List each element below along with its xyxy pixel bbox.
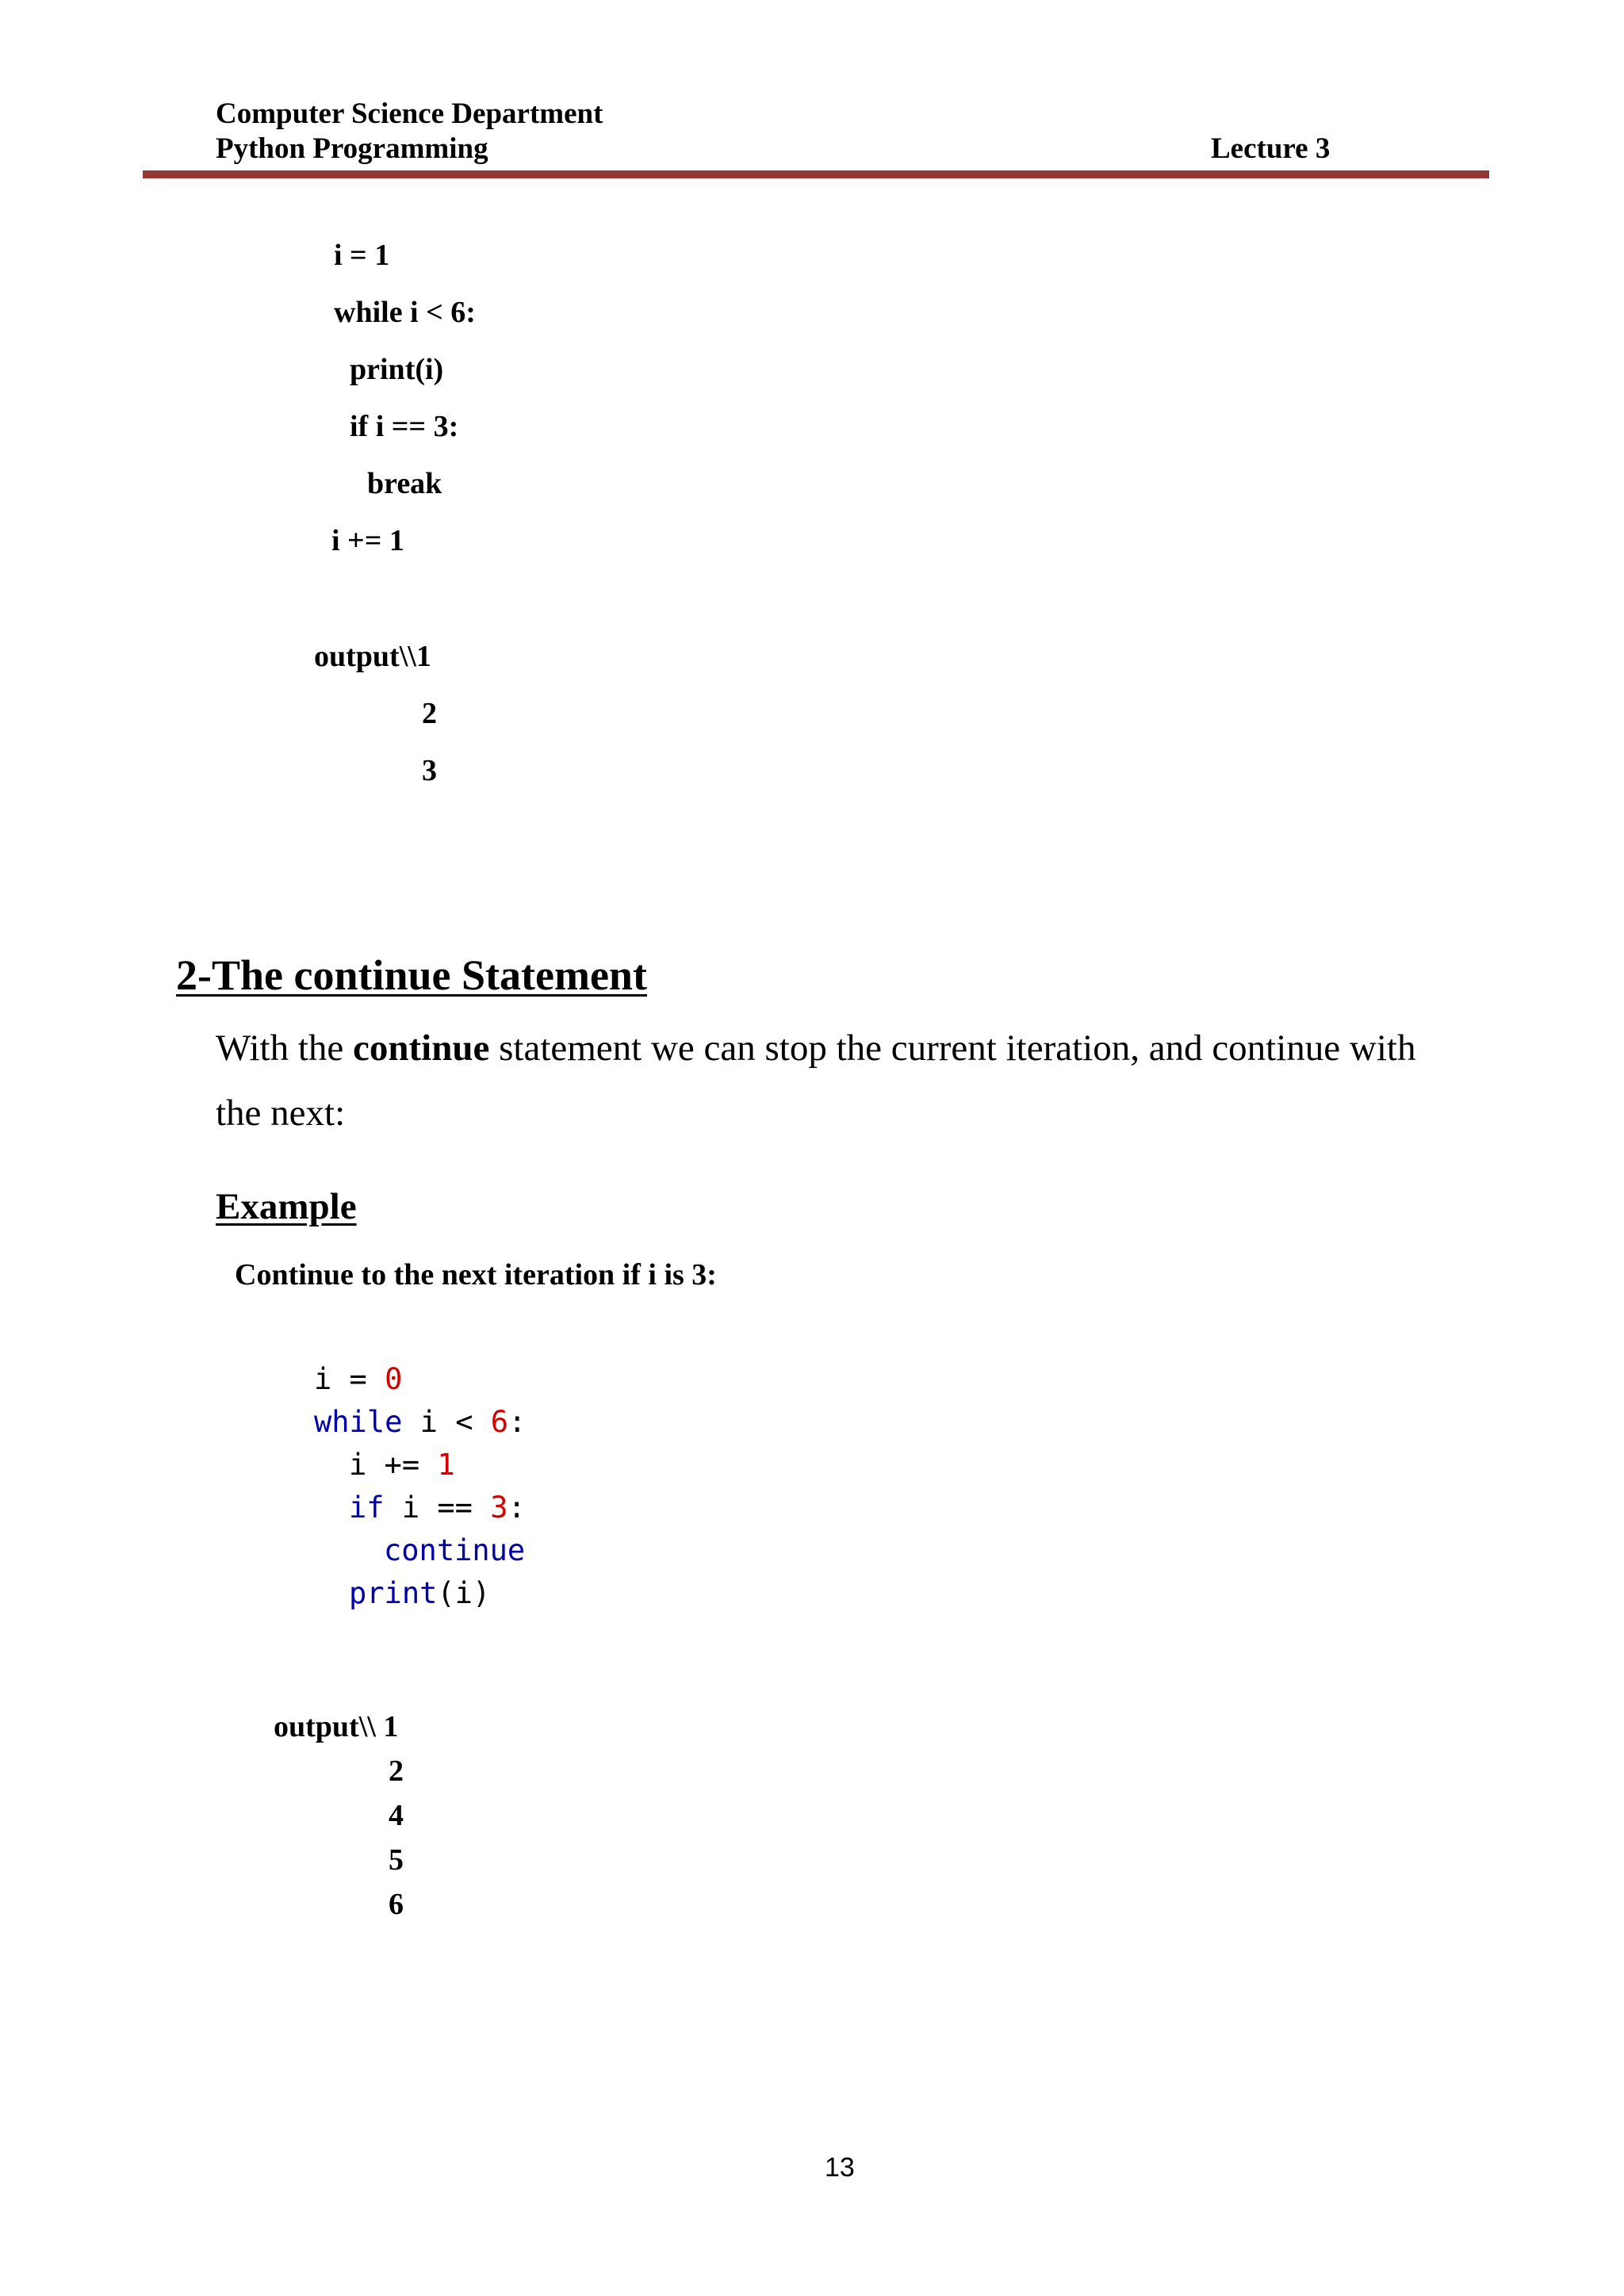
continue-output-value: 4 — [389, 1799, 404, 1832]
example-subheading: Continue to the next iteration if i is 3: — [235, 1258, 717, 1292]
description-bold-keyword: continue — [353, 1027, 490, 1069]
continue-code-line-6 — [349, 1576, 490, 1611]
break-code-line-5: break — [367, 467, 442, 500]
header-lecture: Lecture 3 — [1211, 132, 1331, 165]
break-code-line-2: while i < 6: — [334, 296, 476, 329]
header-rule — [143, 170, 1489, 178]
code-operator: += — [366, 1448, 438, 1482]
code-keyword: continue — [384, 1533, 526, 1567]
break-code-line-1: i = 1 — [334, 239, 390, 272]
description-post: statement we can stop the current iteration, and continue with — [489, 1027, 1416, 1069]
continue-output-label: output\\ 1 — [274, 1710, 399, 1743]
break-code-line-6: i += 1 — [331, 524, 404, 557]
continue-code-line-2 — [314, 1405, 526, 1440]
code-keyword: while — [314, 1405, 403, 1439]
code-number: 1 — [437, 1448, 455, 1482]
code-variable: i — [314, 1362, 332, 1396]
code-text: i < — [402, 1405, 491, 1439]
continue-output-value: 5 — [389, 1843, 404, 1877]
continue-code-line-4 — [349, 1490, 526, 1525]
code-number: 3 — [490, 1490, 508, 1525]
continue-code-line-3 — [349, 1448, 455, 1483]
example-heading: Example — [216, 1186, 357, 1227]
code-number: 0 — [385, 1362, 403, 1396]
continue-description — [216, 1026, 1415, 1070]
description-pre: With the — [216, 1027, 354, 1069]
code-text: : — [508, 1405, 527, 1439]
continue-code-line-5 — [384, 1533, 525, 1568]
code-text: : — [508, 1490, 526, 1525]
break-output-value: 3 — [422, 754, 437, 787]
page-number: 13 — [825, 2152, 855, 2183]
code-text: i == — [384, 1490, 491, 1525]
code-variable: i — [349, 1448, 367, 1482]
code-keyword: print — [349, 1576, 438, 1610]
break-code-line-4: if i == 3: — [350, 410, 459, 443]
code-number: 6 — [490, 1405, 509, 1439]
header-department: Computer Science Department — [216, 98, 603, 130]
continue-section-heading: 2-The continue Statement — [176, 951, 647, 999]
code-text: (i) — [437, 1576, 491, 1610]
continue-code-line-1 — [314, 1362, 402, 1397]
continue-description-line-2: the next: — [216, 1093, 346, 1134]
break-output-value: 2 — [422, 697, 437, 730]
break-code-line-3: print(i) — [350, 353, 444, 386]
code-keyword: if — [349, 1490, 385, 1525]
code-operator: = — [331, 1362, 385, 1396]
break-output-label: output\\1 — [314, 640, 431, 673]
header-course: Python Programming — [216, 132, 488, 165]
continue-output-value: 2 — [389, 1755, 404, 1788]
continue-output-value: 6 — [389, 1888, 404, 1921]
